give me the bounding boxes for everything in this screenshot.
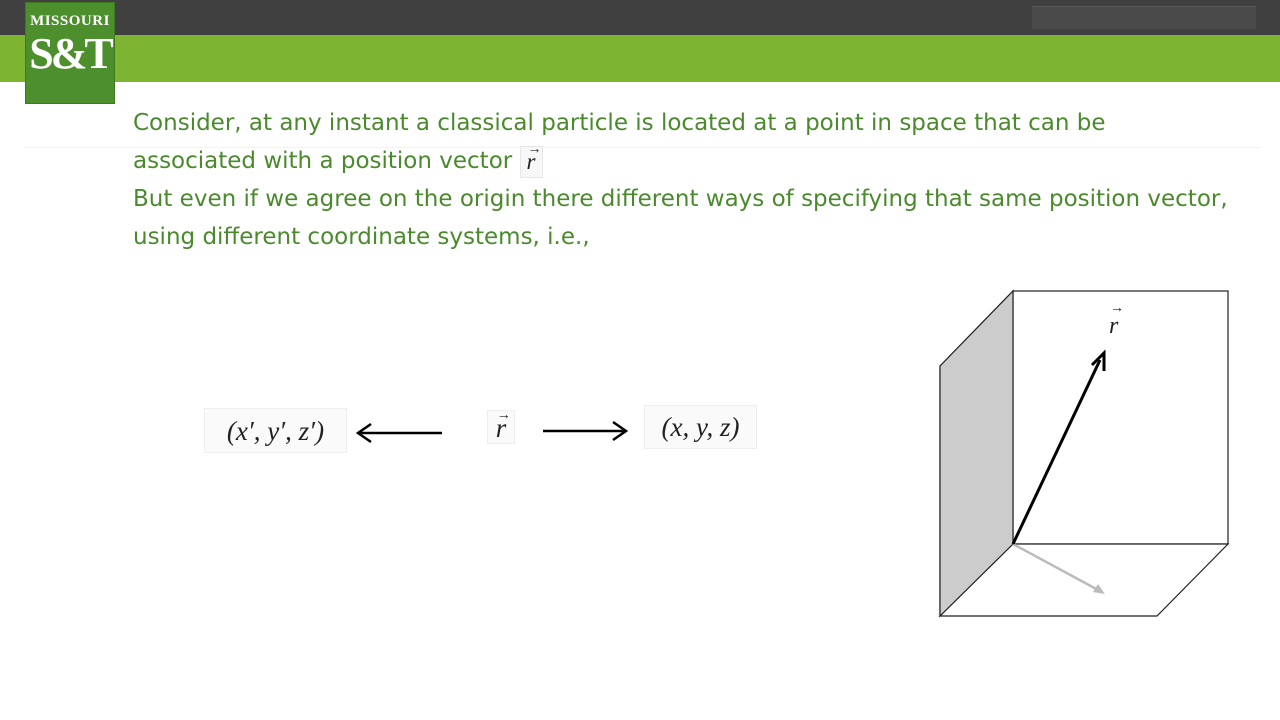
- logo-line1: MISSOURI: [30, 13, 110, 29]
- right-arrow: [543, 422, 626, 440]
- position-vector-symbol: → r: [520, 146, 543, 178]
- cube-vector-label: → r: [1109, 312, 1118, 340]
- paragraph-2: But even if we agree on the origin there different ways of specifying that same position vector, using different coordinate systems, i.e.,: [133, 186, 1228, 250]
- unprimed-coordinates: (x, y, z): [644, 405, 757, 449]
- paragraph-1-text: Consider, at any instant a classical particle is located at a point in space that can be associated with a position vector: [133, 110, 1106, 174]
- coordinate-box-diagram: [930, 285, 1240, 625]
- center-vector: → r: [487, 410, 515, 444]
- primed-coordinates: (x′, y′, z′): [204, 408, 347, 453]
- logo-line2: S&T: [29, 29, 111, 78]
- box-back-wall: [1013, 291, 1228, 544]
- left-arrow: [358, 424, 442, 442]
